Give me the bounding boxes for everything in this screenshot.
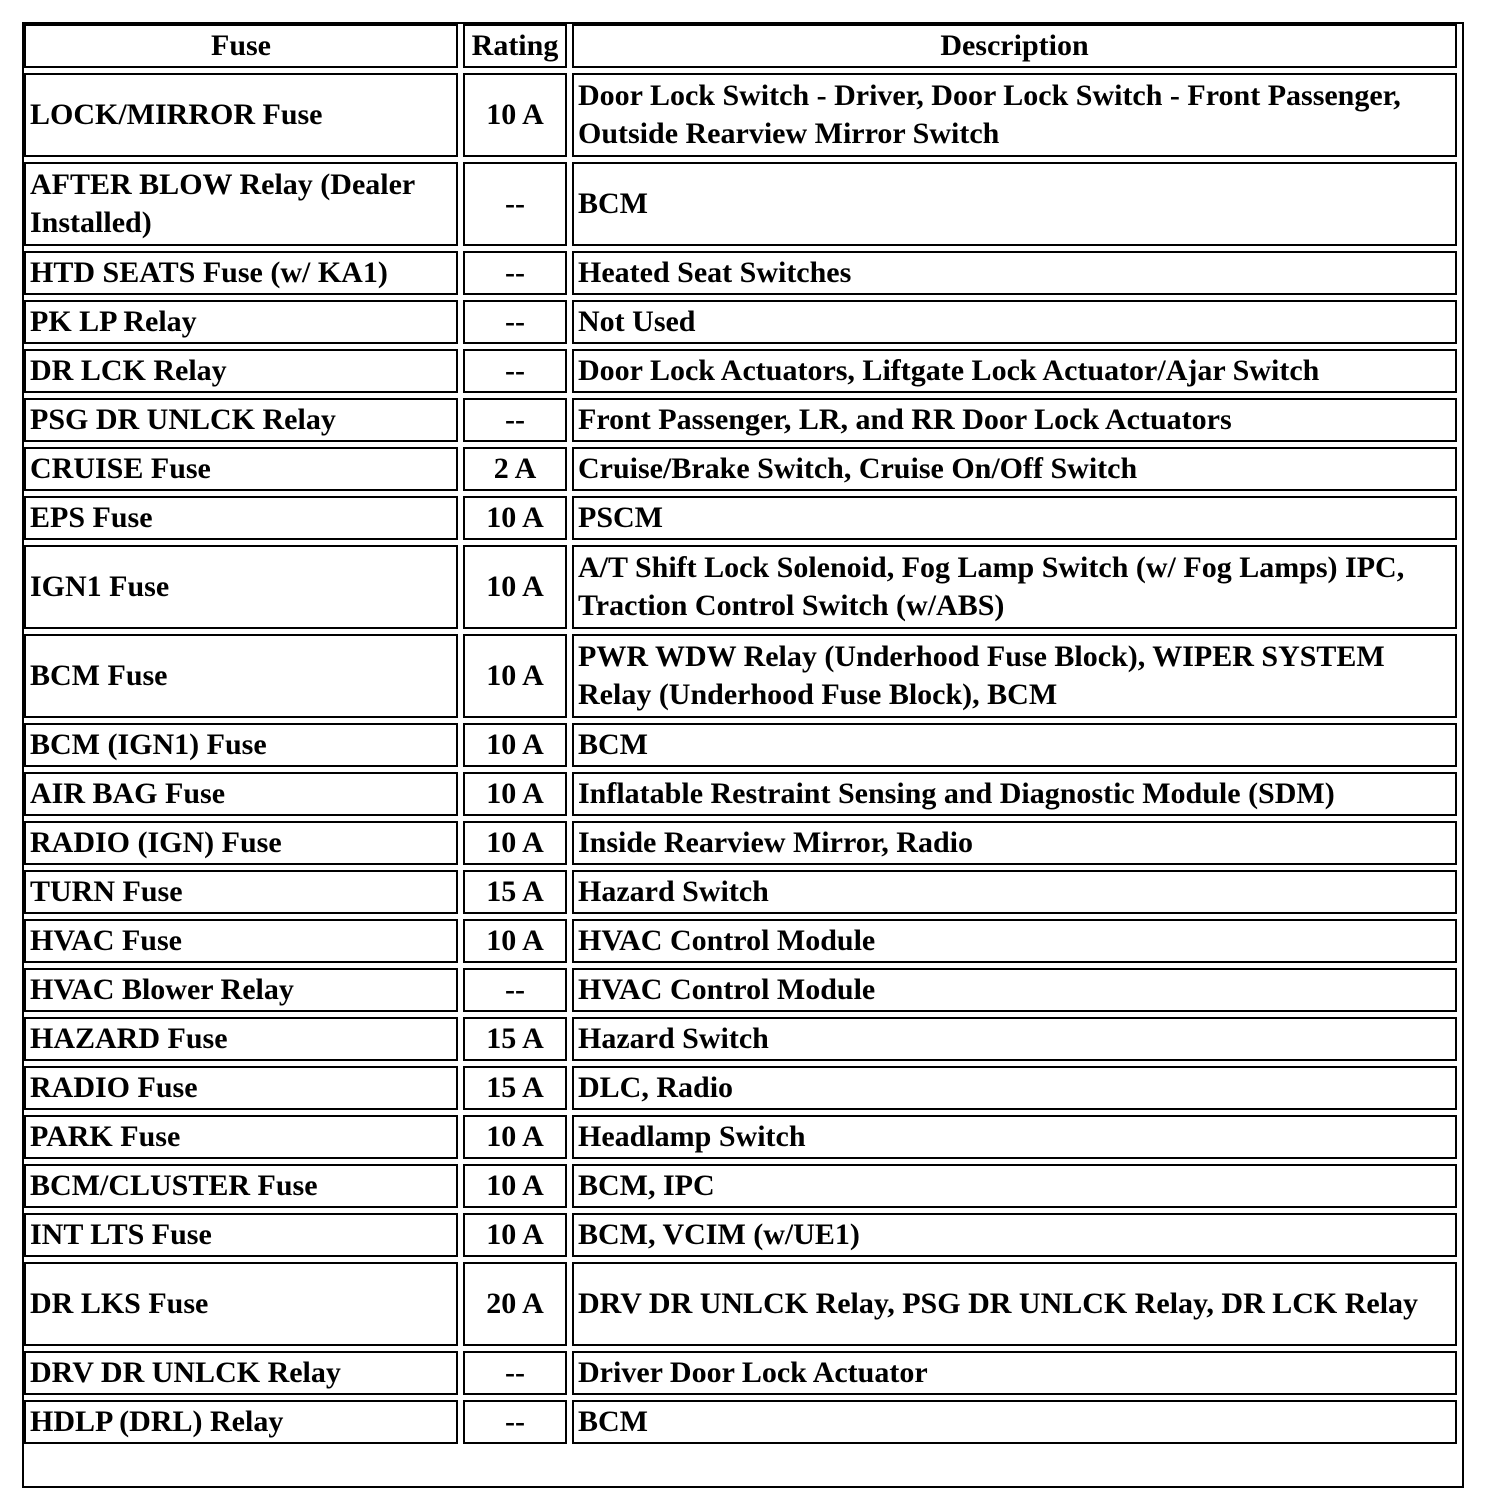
fuse-cell: RADIO (IGN) Fuse	[24, 821, 458, 865]
description-cell: Door Lock Switch - Driver, Door Lock Switch - Front Passenger, Outside Rearview Mirror Switch	[572, 73, 1457, 157]
fuse-cell: HVAC Blower Relay	[24, 968, 458, 1012]
description-cell: BCM	[572, 162, 1457, 246]
description-cell: Driver Door Lock Actuator	[572, 1351, 1457, 1395]
table-row	[24, 1164, 1457, 1208]
header-description: Description	[572, 24, 1457, 68]
table-row	[24, 162, 1457, 246]
rating-cell: 10 A	[463, 73, 567, 157]
description-cell: BCM, IPC	[572, 1164, 1457, 1208]
description-cell: HVAC Control Module	[572, 968, 1457, 1012]
rating-cell: 10 A	[463, 1213, 567, 1257]
rating-cell: --	[463, 1400, 567, 1444]
description-cell: Cruise/Brake Switch, Cruise On/Off Switch	[572, 447, 1457, 491]
fuse-cell: DRV DR UNLCK Relay	[24, 1351, 458, 1395]
description-cell: HVAC Control Module	[572, 919, 1457, 963]
header-fuse: Fuse	[24, 24, 458, 68]
fuse-cell: CRUISE Fuse	[24, 447, 458, 491]
table-row	[24, 772, 1457, 816]
table-row	[24, 821, 1457, 865]
rating-cell: 10 A	[463, 772, 567, 816]
rating-cell: 10 A	[463, 545, 567, 629]
header-rating: Rating	[463, 24, 567, 68]
table-row	[24, 723, 1457, 767]
table-row	[24, 1017, 1457, 1061]
fuse-cell: BCM/CLUSTER Fuse	[24, 1164, 458, 1208]
description-cell: DLC, Radio	[572, 1066, 1457, 1110]
description-cell: PSCM	[572, 496, 1457, 540]
description-cell: BCM, VCIM (w/UE1)	[572, 1213, 1457, 1257]
table-row	[24, 349, 1457, 393]
table-row	[24, 1066, 1457, 1110]
description-cell: Inflatable Restraint Sensing and Diagnostic Module (SDM)	[572, 772, 1457, 816]
fuse-cell: PK LP Relay	[24, 300, 458, 344]
table-row	[24, 1262, 1457, 1346]
fuse-cell: HAZARD Fuse	[24, 1017, 458, 1061]
rating-cell: 10 A	[463, 634, 567, 718]
table-row	[24, 447, 1457, 491]
fuse-cell: IGN1 Fuse	[24, 545, 458, 629]
rating-cell: 15 A	[463, 1017, 567, 1061]
fuse-cell: HVAC Fuse	[24, 919, 458, 963]
header-row	[24, 24, 1457, 68]
description-cell: Front Passenger, LR, and RR Door Lock Actuators	[572, 398, 1457, 442]
rating-cell: 20 A	[463, 1262, 567, 1346]
rating-cell: --	[463, 1351, 567, 1395]
rating-cell: --	[463, 349, 567, 393]
description-cell: Not Used	[572, 300, 1457, 344]
description-cell: BCM	[572, 1400, 1457, 1444]
fuse-cell: HTD SEATS Fuse (w/ KA1)	[24, 251, 458, 295]
description-cell: Door Lock Actuators, Liftgate Lock Actuator/Ajar Switch	[572, 349, 1457, 393]
rating-cell: --	[463, 398, 567, 442]
description-cell: Hazard Switch	[572, 1017, 1457, 1061]
fuse-cell: HDLP (DRL) Relay	[24, 1400, 458, 1444]
fuse-cell: BCM Fuse	[24, 634, 458, 718]
fuse-cell: BCM (IGN1) Fuse	[24, 723, 458, 767]
table-row	[24, 1115, 1457, 1159]
fuse-cell: DR LCK Relay	[24, 349, 458, 393]
description-cell: PWR WDW Relay (Underhood Fuse Block), WIPER SYSTEM Relay (Underhood Fuse Block), BCM	[572, 634, 1457, 718]
table-row	[24, 496, 1457, 540]
table-row	[24, 73, 1457, 157]
table-row	[24, 968, 1457, 1012]
table-row	[24, 919, 1457, 963]
rating-cell: 15 A	[463, 1066, 567, 1110]
table-row	[24, 1213, 1457, 1257]
fuse-cell: INT LTS Fuse	[24, 1213, 458, 1257]
fuse-cell: AIR BAG Fuse	[24, 772, 458, 816]
fuse-cell: DR LKS Fuse	[24, 1262, 458, 1346]
fuse-cell: PARK Fuse	[24, 1115, 458, 1159]
table-row	[24, 1351, 1457, 1395]
description-cell: BCM	[572, 723, 1457, 767]
description-cell: Hazard Switch	[572, 870, 1457, 914]
rating-cell: --	[463, 968, 567, 1012]
rating-cell: 10 A	[463, 723, 567, 767]
rating-cell: 10 A	[463, 1164, 567, 1208]
rating-cell: 10 A	[463, 1115, 567, 1159]
fuse-cell: LOCK/MIRROR Fuse	[24, 73, 458, 157]
description-cell: Headlamp Switch	[572, 1115, 1457, 1159]
rating-cell: 10 A	[463, 919, 567, 963]
fuse-table	[19, 19, 1462, 1449]
rating-cell: 10 A	[463, 496, 567, 540]
table-row	[24, 251, 1457, 295]
fuse-cell: AFTER BLOW Relay (Dealer Installed)	[24, 162, 458, 246]
table-row	[24, 300, 1457, 344]
description-cell: Inside Rearview Mirror, Radio	[572, 821, 1457, 865]
fuse-cell: TURN Fuse	[24, 870, 458, 914]
table-row	[24, 398, 1457, 442]
table-row	[24, 1400, 1457, 1444]
rating-cell: --	[463, 300, 567, 344]
rating-cell: --	[463, 251, 567, 295]
table-row	[24, 870, 1457, 914]
rating-cell: 2 A	[463, 447, 567, 491]
table-row	[24, 545, 1457, 629]
rating-cell: 10 A	[463, 821, 567, 865]
description-cell: DRV DR UNLCK Relay, PSG DR UNLCK Relay, DR LCK Relay	[572, 1262, 1457, 1346]
rating-cell: --	[463, 162, 567, 246]
table-row	[24, 634, 1457, 718]
description-cell: A/T Shift Lock Solenoid, Fog Lamp Switch (w/ Fog Lamps) IPC, Traction Control Switch (w/ABS)	[572, 545, 1457, 629]
fuse-cell: RADIO Fuse	[24, 1066, 458, 1110]
description-cell: Heated Seat Switches	[572, 251, 1457, 295]
fuse-cell: PSG DR UNLCK Relay	[24, 398, 458, 442]
fuse-cell: EPS Fuse	[24, 496, 458, 540]
rating-cell: 15 A	[463, 870, 567, 914]
